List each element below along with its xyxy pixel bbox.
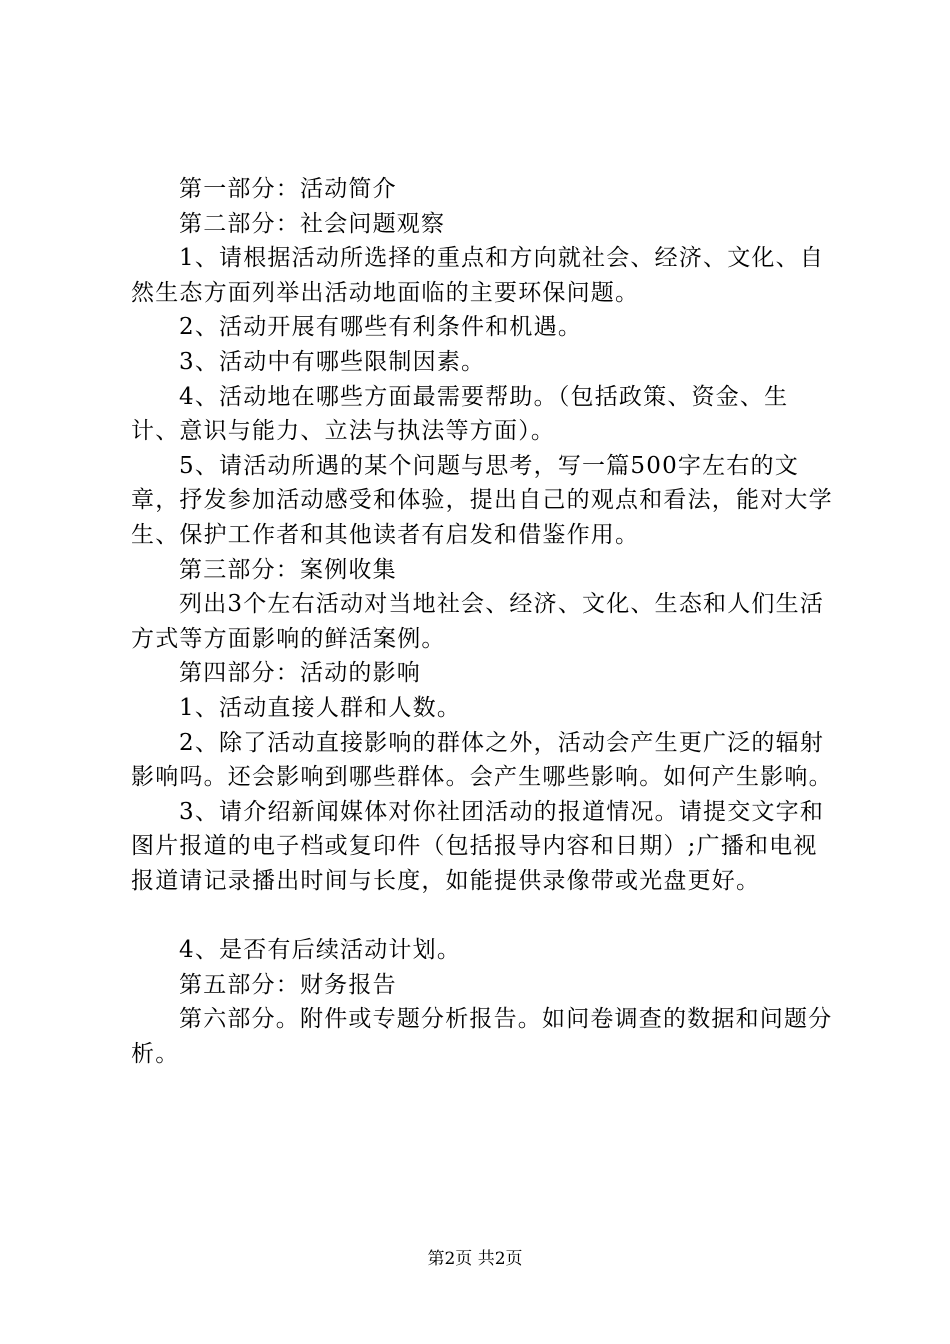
- section-heading-4: 第四部分：活动的影响: [179, 660, 421, 687]
- paragraph-2-1: 1、请根据活动所选择的重点和方向就社会、经济、文化、自然生态方面列举出活动地面临的主要环保问题。: [131, 245, 825, 306]
- section-heading-1: 第一部分：活动简介: [179, 176, 397, 202]
- paragraph-4-3: 3、请介绍新闻媒体对你社团活动的报道情况。请提交文字和图片报道的电子档或复印件（包括报导内容和日期）;广播和电视报道请记录播出时间与长度，如能提供录像带或光盘更好。: [131, 798, 825, 894]
- paragraph-2-5: 5、请活动所遇的某个问题与思考，写一篇500字左右的文章，抒发参加活动感受和体验，提出自己的观点和看法，能对大学生、保护工作者和其他读者有启发和借鉴作用。: [131, 452, 833, 548]
- paragraph-2-2: 2、活动开展有哪些有利条件和机遇。: [179, 314, 583, 341]
- page-number-footer: 第2页 共2页: [427, 1249, 523, 1269]
- paragraph-4-4: 4、是否有后续活动计划。: [179, 937, 462, 964]
- section-heading-2: 第二部分：社会问题观察: [179, 210, 446, 237]
- paragraph-4-2: 2、除了活动直接影响的群体之外，活动会产生更广泛的辐射影响吗。还会影响到哪些群体。会产生哪些影响。如何产生影响。: [131, 729, 833, 791]
- paragraph-2-3: 3、活动中有哪些限制因素。: [179, 348, 486, 375]
- section-heading-3: 第三部分：案例收集: [179, 556, 397, 583]
- paragraph-4-1: 1、活动直接人群和人数。: [179, 694, 462, 721]
- document-body: [131, 172, 835, 1071]
- section-heading-6: 第六部分。附件或专题分析报告。如问卷调查的数据和问题分析。: [131, 1006, 833, 1067]
- section-heading-5: 第五部分：财务报告: [179, 971, 397, 998]
- paragraph-2-4: 4、活动地在哪些方面最需要帮助。（包括政策、资金、生计、意识与能力、立法与执法等方面）。: [131, 383, 789, 445]
- blank-line: [131, 898, 835, 933]
- paragraph-3-1: 列出3个左右活动对当地社会、经济、文化、生态和人们生活方式等方面影响的鲜活案例。: [131, 591, 825, 652]
